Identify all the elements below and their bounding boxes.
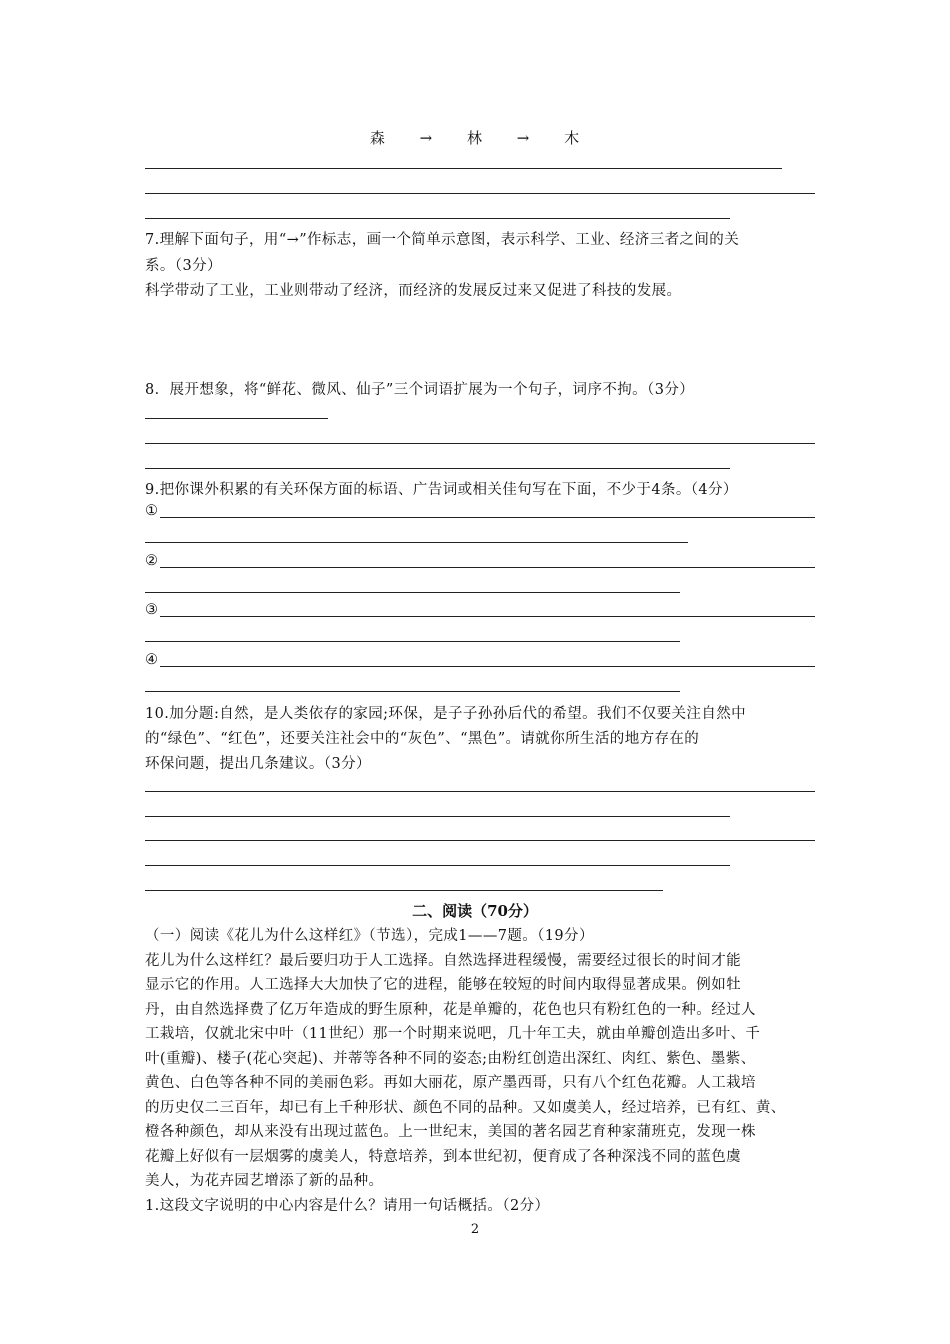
chain-char-2: 林 (466, 129, 483, 147)
answer-line[interactable] (160, 616, 815, 617)
answer-line[interactable] (145, 443, 815, 444)
answer-line[interactable] (145, 865, 730, 866)
section-heading: 二、阅读（70分） (412, 902, 538, 920)
answer-line[interactable] (145, 840, 815, 841)
character-chain (0, 127, 950, 148)
question-7-text: 7.理解下面句子，用“→”作标志，画一个简单示意图，表示科学、工业、经济三者之间的关 (145, 232, 740, 248)
answer-line[interactable] (145, 193, 815, 194)
item-marker-4: ④ (145, 652, 159, 668)
passage-line: 显示它的作用。人工选择大大加快了它的进程，能够在较短的时间内取得显著成果。例如牡 (145, 977, 741, 993)
answer-line[interactable] (160, 666, 815, 667)
passage-line: 橙各种颜色，却从来没有出现过蓝色。上一世纪末，美国的著名园艺育种家蒲班克，发现一株 (145, 1124, 756, 1140)
item-marker-1: ① (145, 503, 159, 519)
reading-intro: （一）阅读《花儿为什么这样红》（节选），完成1——7题。（19分） (145, 928, 594, 944)
answer-line[interactable] (145, 592, 680, 593)
question-7-sentence: 科学带动了工业，工业则带动了经济，而经济的发展反过来又促进了科技的发展。 (145, 283, 682, 299)
answer-line[interactable] (145, 418, 328, 419)
answer-line[interactable] (145, 791, 815, 792)
passage-line: 丹，由自然选择费了亿万年造成的野生原种，花是单瓣的，花色也只有粉红色的一种。经过人 (145, 1002, 756, 1018)
question-7-text-cont: 系。（3分） (145, 258, 222, 274)
chain-char-1: 森 (369, 129, 386, 147)
passage-line: 黄色、白色等各种不同的美丽色彩。再如大丽花，原产墨西哥，只有八个红色花瓣。人工栽培 (145, 1075, 756, 1091)
question-8-text: 8．展开想象，将“鲜花、微风、仙子”三个词语扩展为一个句子，词序不拘。（3分） (145, 382, 695, 398)
question-10-text: 10.加分题:自然，是人类依存的家园;环保，是子子孙孙后代的希望。我们不仅要关注自然中 (145, 706, 747, 722)
passage-line: 的历史仅二三百年，却已有上千种形状、颜色不同的品种。又如虞美人，经过培养，已有红、黄、 (145, 1100, 786, 1116)
passage-line: 叶(重瓣)、楼子(花心突起)、并蒂等各种不同的姿态;由粉红创造出深红、肉红、紫色、墨紫、 (145, 1051, 756, 1067)
chain-char-3: 木 (564, 129, 581, 147)
question-10-text-cont: 的“绿色”、“红色”，还要关注社会中的“灰色”、“黑色”。请就你所生活的地方存在的 (145, 731, 700, 747)
passage-line: 花儿为什么这样红？最后要归功于人工选择。自然选择进程缓慢，需要经过很长的时间才能 (145, 953, 741, 969)
answer-line[interactable] (145, 816, 730, 817)
item-marker-2: ② (145, 553, 159, 569)
passage-line: 花瓣上好似有一层烟雾的虞美人，特意培养，到本世纪初，便育成了各种深浅不同的蓝色虞 (145, 1149, 741, 1165)
passage-line: 工栽培，仅就北宋中叶（11世纪）那一个时期来说吧，几十年工夫，就由单瓣创造出多叶、千 (145, 1026, 761, 1042)
answer-line[interactable] (145, 468, 730, 469)
question-10-text-end: 环保问题，提出几条建议。（3分） (145, 756, 371, 772)
passage-line: 美人，为花卉园艺增添了新的品种。 (145, 1173, 384, 1189)
chain-arrow-2: → (516, 129, 531, 147)
question-9-text: 9.把你课外积累的有关环保方面的标语、广告词或相关佳句写在下面，不少于4条。（4分） (145, 482, 738, 498)
page-number: 2 (470, 1222, 480, 1237)
answer-line[interactable] (145, 218, 730, 219)
item-marker-3: ③ (145, 602, 159, 618)
answer-line[interactable] (145, 168, 782, 169)
answer-line[interactable] (160, 517, 815, 518)
chain-arrow-1: → (419, 129, 434, 147)
answer-line[interactable] (145, 691, 680, 692)
reading-question-1: 1.这段文字说明的中心内容是什么？请用一句话概括。（2分） (145, 1198, 550, 1214)
answer-line[interactable] (145, 542, 688, 543)
answer-line[interactable] (160, 567, 815, 568)
answer-line[interactable] (145, 641, 680, 642)
answer-line[interactable] (145, 890, 663, 891)
